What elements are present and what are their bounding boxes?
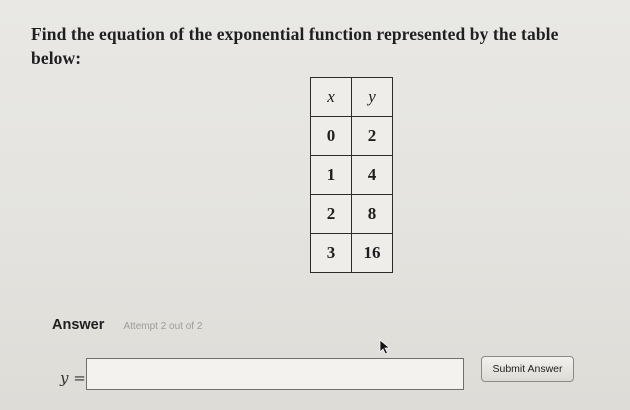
table-cell-x: 1 <box>311 156 352 195</box>
attempt-counter: Attempt 2 out of 2 <box>123 321 203 332</box>
question-prompt: Find the equation of the exponential function represented by the table below: <box>31 24 559 68</box>
table-cell-x: 2 <box>311 195 352 234</box>
data-table <box>310 77 393 273</box>
answer-header <box>52 314 202 333</box>
answer-label: Answer <box>52 317 105 333</box>
table-row <box>311 234 393 273</box>
data-table-wrapper <box>310 77 393 273</box>
table-cell-y: 2 <box>352 117 393 156</box>
table-header-row <box>311 78 393 117</box>
table-header-y: y <box>352 78 393 117</box>
table-row <box>311 156 393 195</box>
table-cell-x: 0 <box>311 117 352 156</box>
table-header-x: x <box>311 78 352 117</box>
mouse-pointer-icon <box>379 339 393 355</box>
table-row <box>311 195 393 234</box>
table-cell-y: 4 <box>352 156 393 195</box>
table-cell-y: 8 <box>352 195 393 234</box>
table-row <box>311 117 393 156</box>
submit-answer-button[interactable]: Submit Answer <box>481 356 574 382</box>
answer-input[interactable] <box>86 358 464 390</box>
table-cell-x: 3 <box>311 234 352 273</box>
table-cell-y: 16 <box>352 234 393 273</box>
equation-prefix: y = <box>60 369 86 387</box>
